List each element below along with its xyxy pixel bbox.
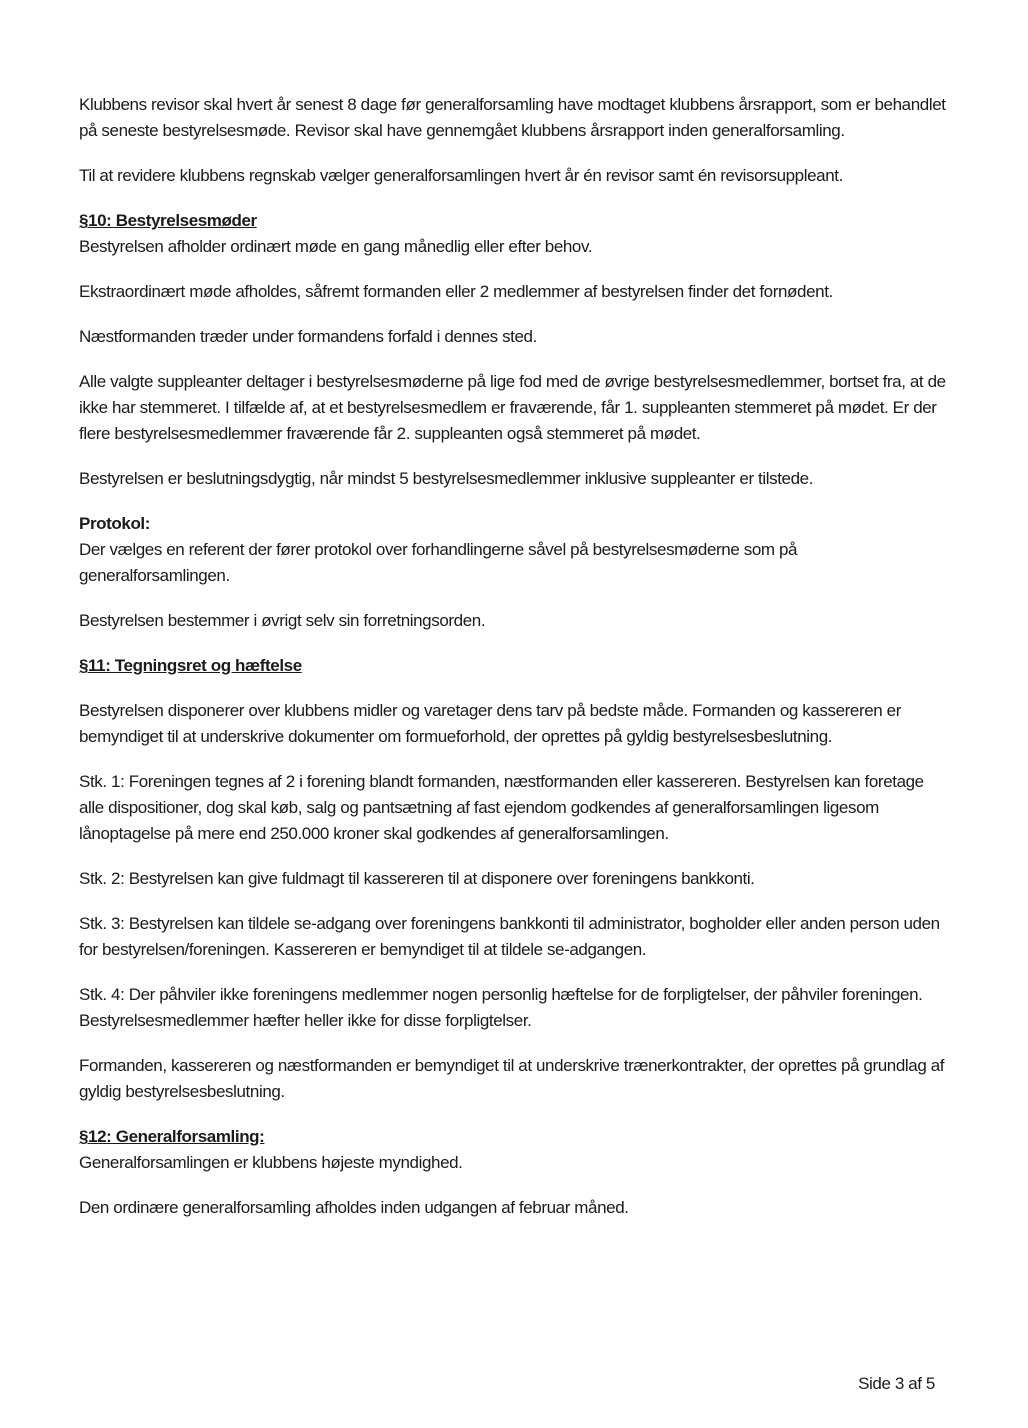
section-heading: §10: Bestyrelsesmøder <box>79 211 257 230</box>
document-body <box>79 92 951 1240</box>
paragraph: Næstformanden træder under formandens forfald i dennes sted. <box>79 327 537 346</box>
paragraph: Bestyrelsen afholder ordinært møde en gang månedlig eller efter behov. <box>79 237 593 256</box>
page-number: Side 3 af 5 <box>858 1374 935 1393</box>
paragraph: Formanden, kassereren og næstformanden er bemyndiget til at underskrive trænerkontrakter, der oprettes på grundlag af gyldig bestyrelsesbeslutning. <box>79 1056 945 1101</box>
paragraph: Ekstraordinært møde afholdes, såfremt formanden eller 2 medlemmer af bestyrelsen finder det fornødent. <box>79 282 833 301</box>
paragraph: Stk. 1: Foreningen tegnes af 2 i forening blandt formanden, næstformanden eller kassereren. Bestyrelsen kan foretage alle dispositioner, dog skal køb, salg og pantsætning af fast ejendom godkendes af generalforsamlingen ligesom lånoptagelse på mere end 250.000 kroner skal godkendes af generalforsamlingen. <box>79 772 924 843</box>
paragraph: Klubbens revisor skal hvert år senest 8 dage før generalforsamling have modtaget klubbens årsrapport, som er behandlet på seneste bestyrelsesmøde. Revisor skal have gennemgået klubbens årsrapport inden generalforsamling. <box>79 95 946 140</box>
paragraph: Generalforsamlingen er klubbens højeste myndighed. <box>79 1153 463 1172</box>
section-heading: §12: Generalforsamling: <box>79 1127 265 1146</box>
section-heading: §11: Tegningsret og hæftelse <box>79 656 302 675</box>
paragraph: Til at revidere klubbens regnskab vælger generalforsamlingen hvert år én revisor samt én revisorsuppleant. <box>79 166 843 185</box>
paragraph: Bestyrelsen er beslutningsdygtig, når mindst 5 bestyrelsesmedlemmer inklusive suppleanter er tilstede. <box>79 469 814 488</box>
paragraph: Bestyrelsen bestemmer i øvrigt selv sin forretningsorden. <box>79 611 486 630</box>
paragraph: Alle valgte suppleanter deltager i bestyrelsesmøderne på lige fod med de øvrige bestyrelsesmedlemmer, bortset fra, at de ikke har stemmeret. I tilfælde af, at et bestyrelsesmedlem er fraværende, får 1. suppleanten stemmeret på mødet. Er der flere bestyrelsesmedlemmer fraværende får 2. suppleanten også stemmeret på mødet. <box>79 372 946 443</box>
paragraph: Stk. 2: Bestyrelsen kan give fuldmagt til kassereren til at disponere over foreningens bankkonti. <box>79 869 755 888</box>
paragraph: Bestyrelsen disponerer over klubbens midler og varetager dens tarv på bedste måde. Formanden og kassereren er bemyndiget til at underskrive dokumenter om formueforhold, der oprettes på gyldig bestyrelsesbeslutning. <box>79 701 901 746</box>
paragraph: Der vælges en referent der fører protokol over forhandlingerne såvel på bestyrelsesmøderne som på generalforsamlingen. <box>79 540 798 585</box>
paragraph: Den ordinære generalforsamling afholdes inden udgangen af februar måned. <box>79 1198 629 1217</box>
section-heading: Protokol: <box>79 514 151 533</box>
paragraph: Stk. 4: Der påhviler ikke foreningens medlemmer nogen personlig hæftelse for de forpligtelser, der påhviler foreningen. Bestyrelsesmedlemmer hæfter heller ikke for disse forpligtelser. <box>79 985 923 1030</box>
paragraph: Stk. 3: Bestyrelsen kan tildele se-adgang over foreningens bankkonti til administrator, bogholder eller anden person uden for bestyrelsen/foreningen. Kassereren er bemyndiget til at tildele se-adgangen. <box>79 914 940 959</box>
